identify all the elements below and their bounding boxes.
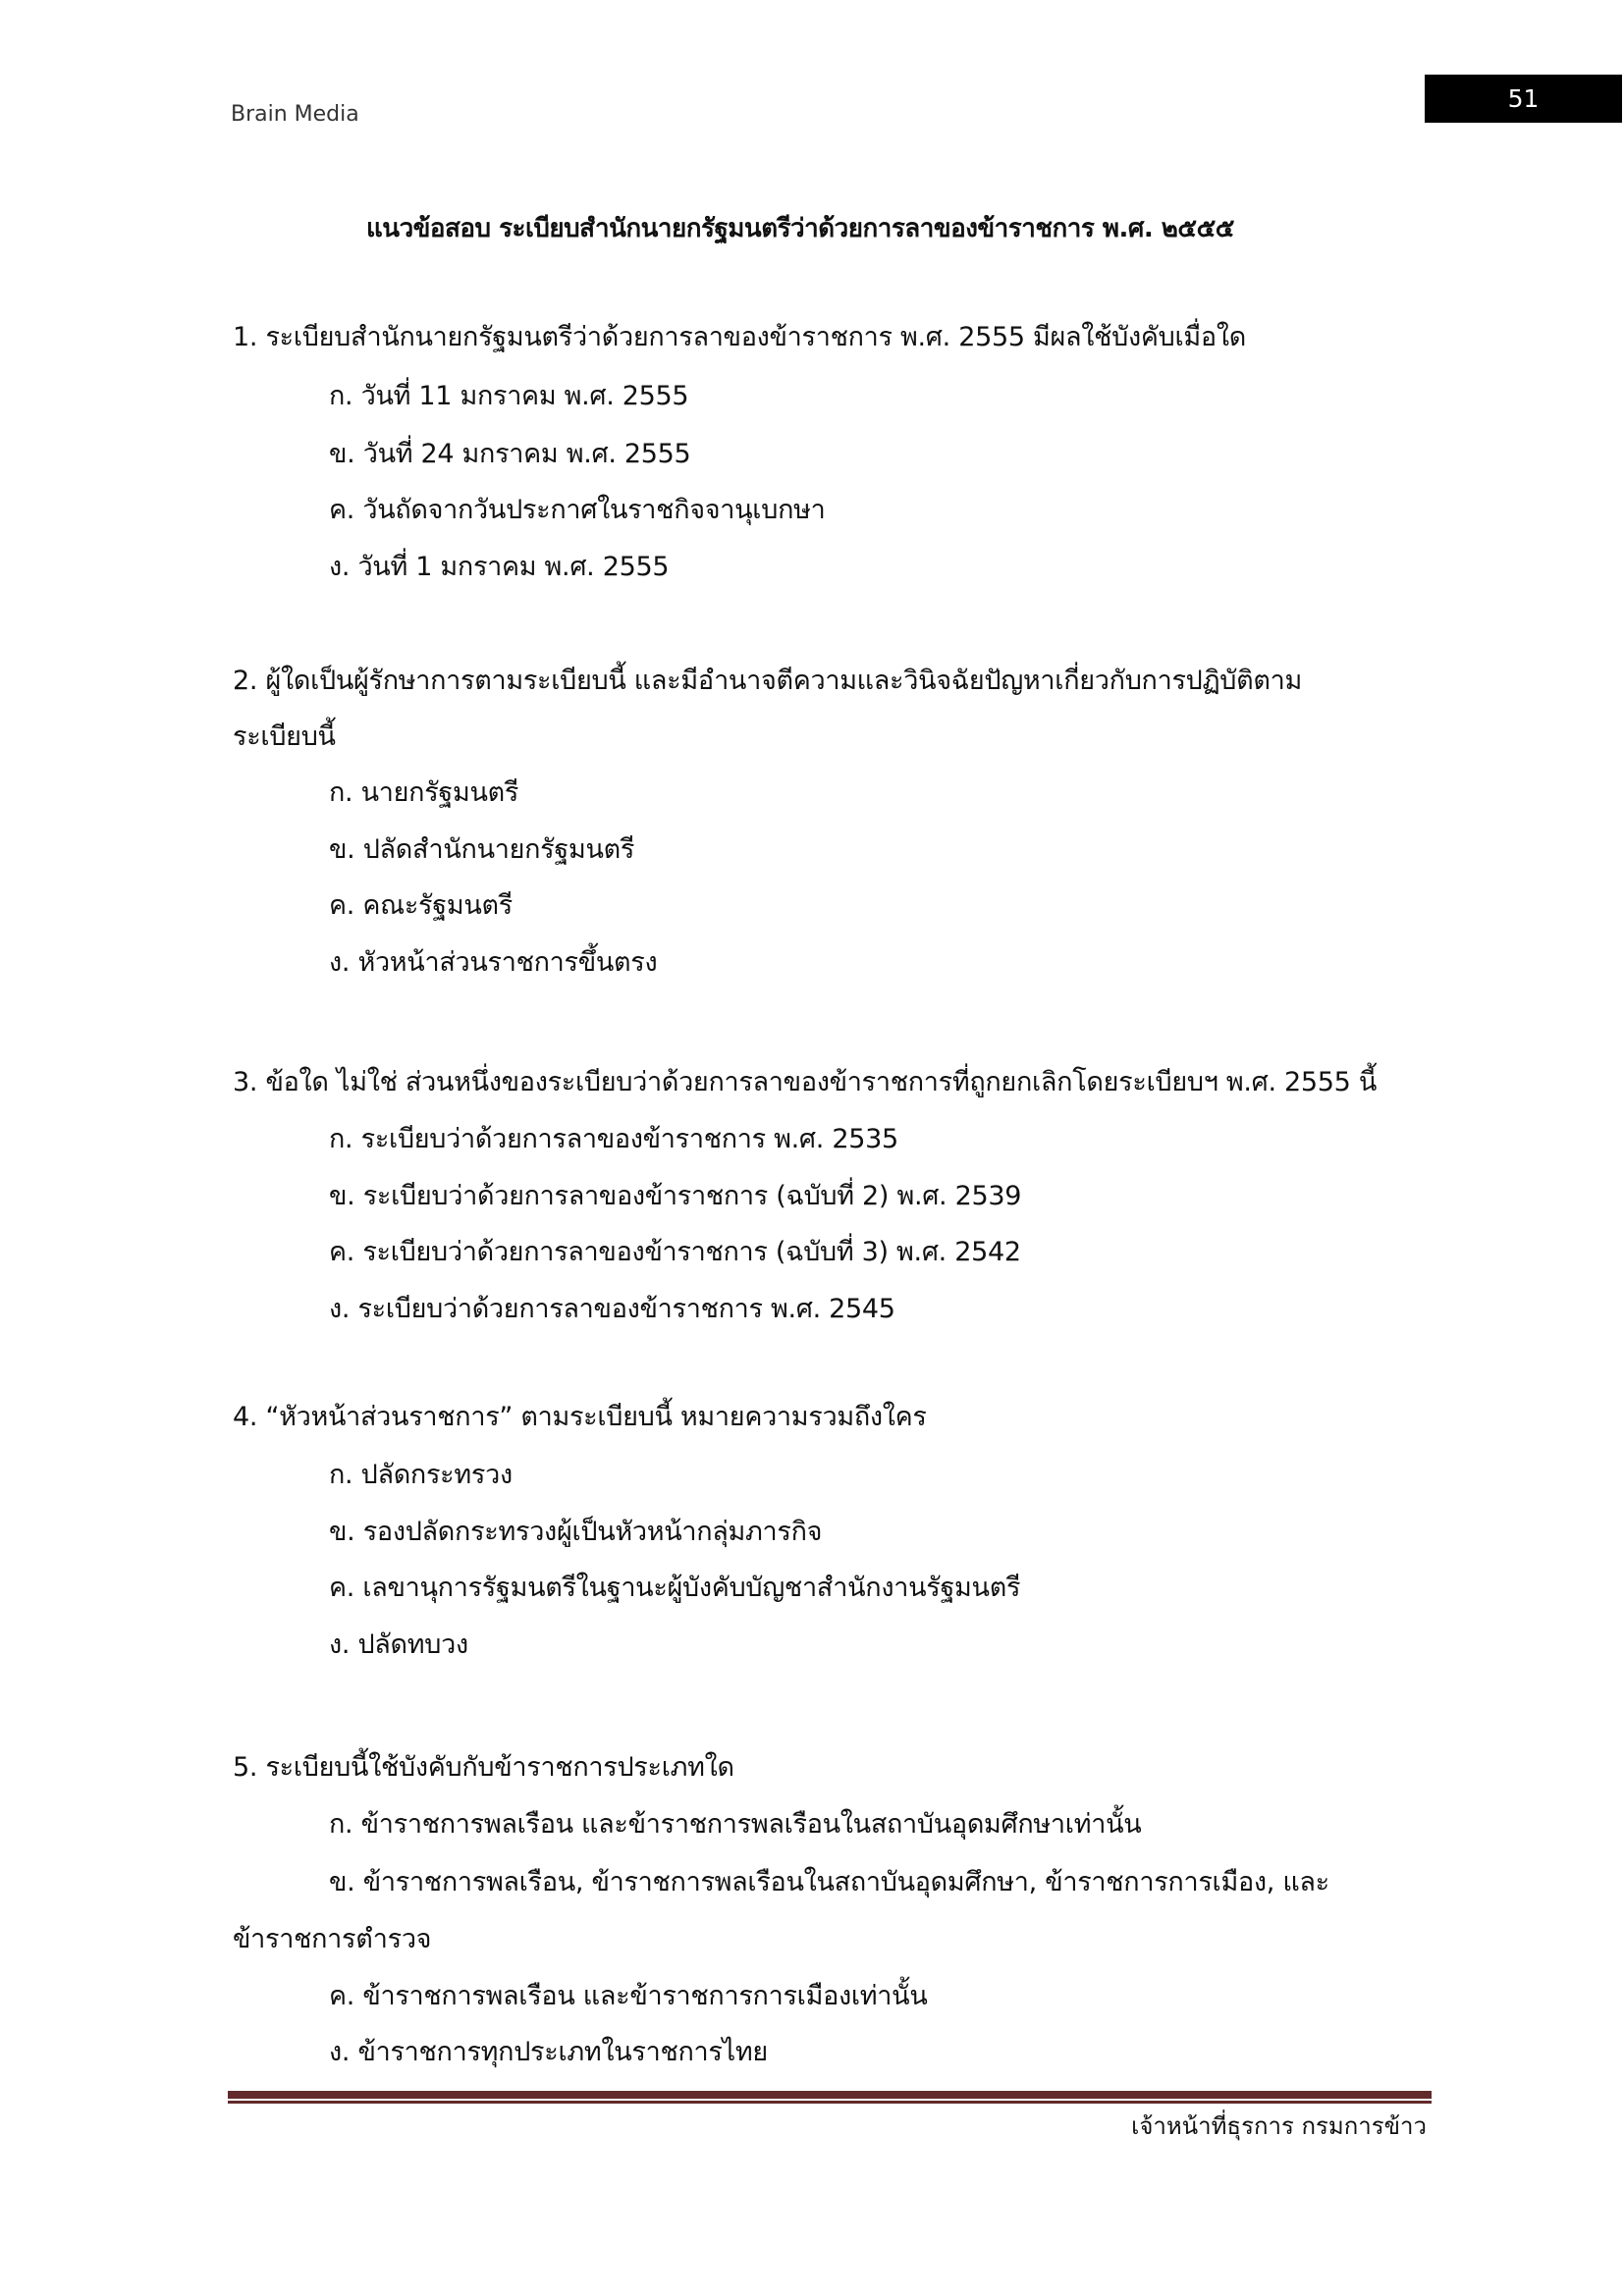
footer-divider-thick [228,2091,1432,2099]
question-text: 1. ระเบียบสำนักนายกรัฐมนตรีว่าด้วยการลาของข้าราชการ พ.ศ. 2555 มีผลใช้บังคับเมื่อใด [233,322,1246,352]
option: ค. ข้าราชการพลเรือน และข้าราชการการเมืองเท่านั้น [329,1981,928,2011]
footer-text: เจ้าหน้าที่ธุรการ กรมการข้าว [1131,2112,1427,2140]
question-text: 2. ผู้ใดเป็นผู้รักษาการตามระเบียบนี้ และมีอำนาจตีความและวินิจฉัยปัญหาเกี่ยวกับการปฏิบัติตาม [233,666,1302,696]
option: ก. นายกรัฐมนตรี [329,777,519,808]
header-brand: Brain Media [231,102,359,127]
option: ง. วันที่ 1 มกราคม พ.ศ. 2555 [329,552,670,582]
question-text: 4. “หัวหน้าส่วนราชการ” ตามระเบียบนี้ หมายความรวมถึงใคร [233,1402,927,1432]
option: ค. ระเบียบว่าด้วยการลาของข้าราชการ (ฉบับที่ 3) พ.ศ. 2542 [329,1237,1021,1267]
page-number-box [1425,75,1622,123]
question-text: 5. ระเบียบนี้ใช้บังคับกับข้าราชการประเภทใด [233,1752,734,1783]
option: ง. ข้าราชการทุกประเภทในราชการไทย [329,2037,768,2067]
option: ข. วันที่ 24 มกราคม พ.ศ. 2555 [329,439,691,469]
option-continued: ข้าราชการตำรวจ [233,1924,432,1954]
option: ข. ปลัดสำนักนายกรัฐมนตรี [329,834,635,865]
page-number: 51 [1507,84,1540,113]
question-text-continued: ระเบียบนี้ [233,721,336,752]
option: ข. รองปลัดกระทรวงผู้เป็นหัวหน้ากลุ่มภารกิจ [329,1517,823,1547]
option: ก. ข้าราชการพลเรือน และข้าราชการพลเรือนในสถาบันอุดมศึกษาเท่านั้น [329,1809,1142,1840]
option: ก. ปลัดกระทรวง [329,1460,513,1490]
option: ง. หัวหน้าส่วนราชการขึ้นตรง [329,947,658,978]
option: ก. ระเบียบว่าด้วยการลาของข้าราชการ พ.ศ. 2535 [329,1124,898,1154]
option: ก. วันที่ 11 มกราคม พ.ศ. 2555 [329,381,689,411]
option: ค. เลขานุการรัฐมนตรีในฐานะผู้บังคับบัญชาสำนักงานรัฐมนตรี [329,1573,1021,1603]
option: ง. ปลัดทบวง [329,1629,468,1660]
option: ข. ระเบียบว่าด้วยการลาของข้าราชการ (ฉบับที่ 2) พ.ศ. 2539 [329,1181,1022,1211]
option: ข. ข้าราชการพลเรือน, ข้าราชการพลเรือนในสถาบันอุดมศึกษา, ข้าราชการการเมือง, และ [329,1867,1329,1897]
footer-divider-thin [228,2101,1432,2104]
option: ค. คณะรัฐมนตรี [329,890,513,921]
option: ค. วันถัดจากวันประกาศในราชกิจจานุเบกษา [329,495,826,525]
option: ง. ระเบียบว่าด้วยการลาของข้าราชการ พ.ศ. 2545 [329,1294,895,1324]
question-text: 3. ข้อใด ไม่ใช่ ส่วนหนึ่งของระเบียบว่าด้วยการลาของข้าราชการที่ถูกยกเลิกโดยระเบียบฯ พ.ศ. 2555 นี้ [233,1067,1377,1097]
page-title: แนวข้อสอบ ระเบียบสำนักนายกรัฐมนตรีว่าด้วยการลาของข้าราชการ พ.ศ. ๒๕๕๕ [366,214,1234,243]
